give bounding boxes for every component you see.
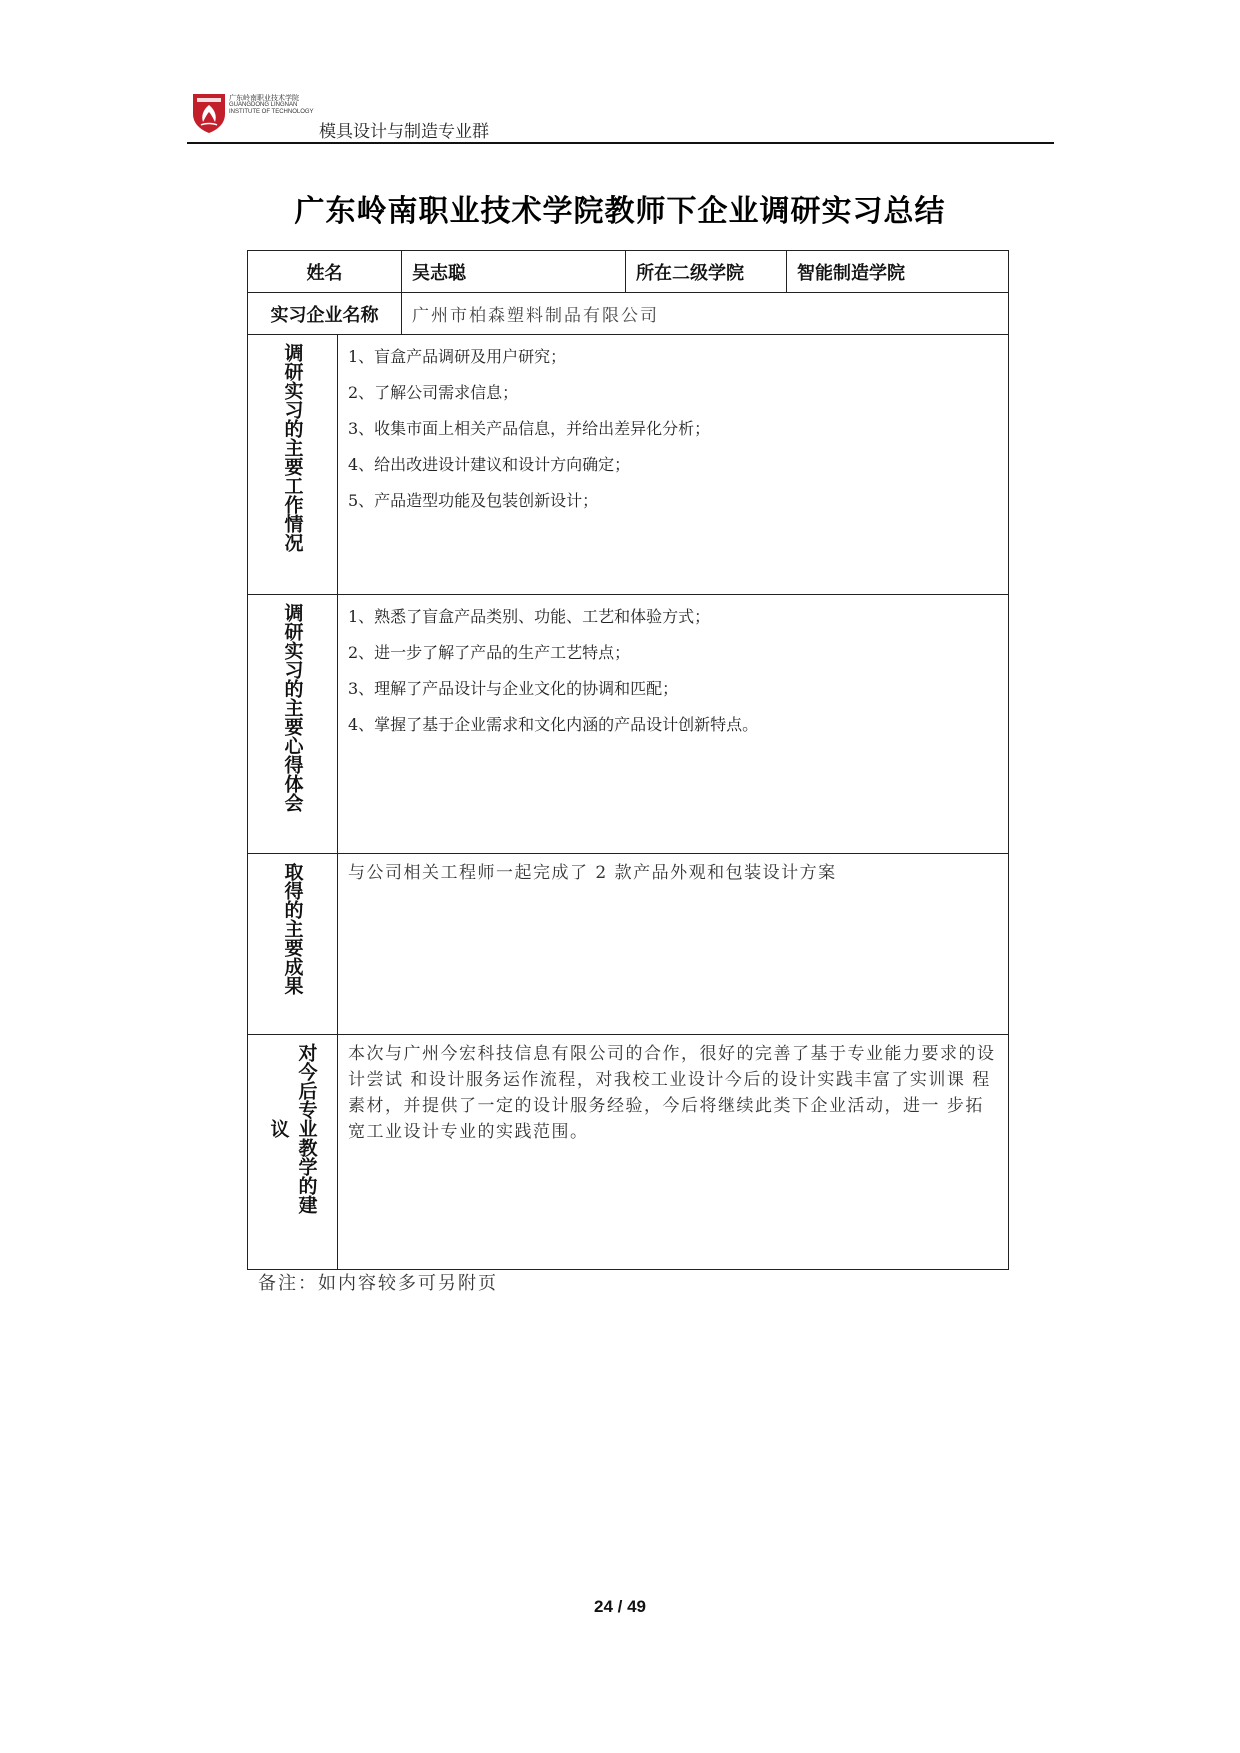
suggestion-text: 本次与广州今宏科技信息有限公司的合作，很好的完善了基于专业能力要求的设计尝试 和设计服务运作流程，对我校工业设计今后的设计实践丰富了实训课 程素材，并提供了一定的设计服务经验，今后将继续此类下企业活动，进一 步拓宽工业设计专业的实践范围。	[348, 1044, 996, 1142]
department-name: 模具设计与制造专业群	[319, 122, 489, 142]
suggestion-row	[248, 1035, 1009, 1270]
suggestion-label	[248, 1043, 337, 1214]
insight-list	[338, 595, 1008, 743]
name-label: 姓名	[248, 251, 402, 293]
summary-form-table	[247, 250, 1009, 1270]
list-item: 4、掌握了基于企业需求和文化内涵的产品设计创新特点。	[348, 715, 759, 734]
list-item: 2、进一步了解了产品的生产工艺特点；	[348, 643, 631, 662]
college-label: 所在二级学院	[626, 251, 787, 293]
suggestion-content	[338, 1035, 1009, 1270]
company-label: 实习企业名称	[248, 293, 402, 335]
remark-note: 备注：如内容较多可另附页	[258, 1273, 498, 1294]
insight-row	[248, 595, 1009, 854]
insight-label: 调研实习的主要心得体会	[281, 603, 304, 812]
logo-caption-en-2: INSTITUTE OF TECHNOLOGY	[229, 109, 314, 115]
work-row	[248, 335, 1009, 595]
suggestion-label-part-b: 对今后专业教学的建	[295, 1043, 318, 1214]
page-number: 24 / 49	[594, 1597, 646, 1616]
college-value: 智能制造学院	[787, 251, 1009, 293]
insight-label-cell	[248, 595, 338, 854]
work-content	[338, 335, 1009, 595]
document-title: 广东岭南职业技术学院教师下企业调研实习总结	[294, 194, 946, 229]
result-content	[338, 854, 1009, 1035]
page-header	[187, 88, 1054, 144]
result-label: 取得的主要成果	[281, 862, 304, 995]
list-item: 5、产品造型功能及包装创新设计；	[348, 491, 599, 510]
work-label-cell	[248, 335, 338, 595]
suggestion-label-part-a: 议	[267, 1119, 290, 1138]
result-row	[248, 854, 1009, 1035]
work-list	[338, 335, 1008, 519]
school-logo-icon	[191, 92, 227, 134]
company-value: 广州市柏森塑料制品有限公司	[402, 293, 1009, 335]
logo-caption	[229, 95, 314, 116]
name-row	[248, 251, 1009, 293]
result-label-cell	[248, 854, 338, 1035]
logo-caption-en-1: GUANGDONG LINGNAN	[229, 102, 298, 108]
list-item: 4、给出改进设计建议和设计方向确定；	[348, 455, 631, 474]
list-item: 3、理解了产品设计与企业文化的协调和匹配；	[348, 679, 679, 698]
insight-content	[338, 595, 1009, 854]
company-row	[248, 293, 1009, 335]
list-item: 2、了解公司需求信息；	[348, 383, 519, 402]
header-divider	[187, 142, 1054, 144]
work-label: 调研实习的主要工作情况	[281, 343, 304, 552]
logo-caption-cn: 广东岭南职业技术学院	[229, 95, 299, 102]
result-text: 与公司相关工程师一起完成了 2 款产品外观和包装设计方案	[348, 863, 837, 883]
suggestion-label-cell	[248, 1035, 338, 1270]
list-item: 1、熟悉了盲盒产品类别、功能、工艺和体验方式；	[348, 607, 711, 626]
name-value: 吴志聪	[402, 251, 626, 293]
list-item: 1、盲盒产品调研及用户研究；	[348, 347, 567, 366]
list-item: 3、收集市面上相关产品信息，并给出差异化分析；	[348, 419, 711, 438]
